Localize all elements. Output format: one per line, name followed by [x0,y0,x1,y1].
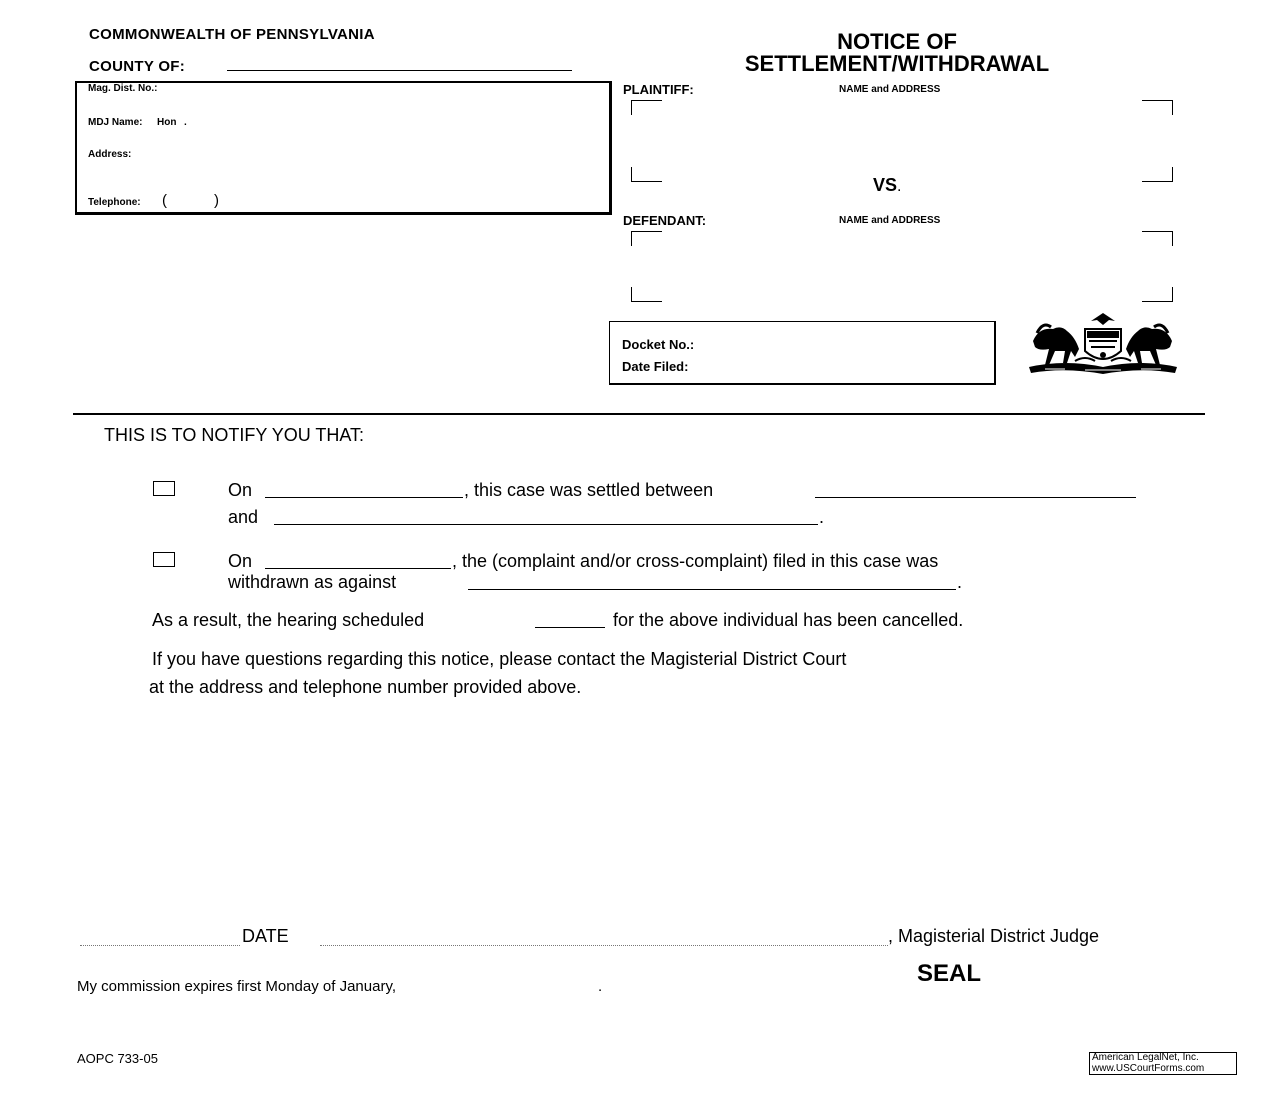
settled-mid-text: , this case was settled between [464,480,714,500]
settled-date-field[interactable] [265,497,463,498]
date-filed-label: Date Filed: [622,359,689,374]
withdrawn-date-field[interactable] [265,568,451,569]
hearing-date-field[interactable] [535,627,605,628]
judge-signature-field[interactable] [320,945,888,946]
form-title [690,31,1104,75]
commission-end-period: . [598,978,603,995]
questions-line-1: If you have questions regarding this notice, please contact the Magisterial District Court [152,649,847,669]
defendant-name-address-field[interactable] [650,240,1130,290]
withdrawn-mid-text: , the (complaint and/or cross-complaint) filed in this case was [452,551,939,571]
pennsylvania-coat-of-arms-icon [1025,311,1180,377]
plaintiff-name-address-field[interactable] [650,108,1130,168]
settled-end-period: . [819,507,825,527]
versus-letters: VS [873,175,898,195]
withdrawn-against-text: withdrawn as against [228,572,397,592]
plaintiff-bracket-bottom-left [631,167,662,182]
signature-date-field[interactable] [80,945,240,946]
county-field[interactable] [227,70,572,71]
versus-text [873,175,901,196]
docket-number-label: Docket No.: [622,337,695,352]
mdj-name-dot: . [184,117,187,128]
withdrawn-end-period: . [957,572,963,592]
mag-dist-label: Mag. Dist. No.: [88,83,158,94]
settled-on-text: On [228,480,253,500]
mdj-name-value: Hon [157,117,177,128]
settled-and-text: and [228,507,259,527]
plaintiff-bracket-bottom-right [1142,167,1173,182]
versus-dot: . [897,178,902,195]
result-text-start: As a result, the hearing scheduled [152,610,425,630]
settled-checkbox[interactable] [153,481,175,496]
defendant-label: DEFENDANT: [623,213,707,228]
result-text-end: for the above individual has been cancelled. [613,610,964,630]
plaintiff-bracket-top-right [1142,100,1173,115]
notice-intro: THIS IS TO NOTIFY YOU THAT: [104,425,365,445]
publisher-name: American LegalNet, Inc. [1092,1052,1199,1063]
seal-label: SEAL [917,960,982,987]
telephone-label: Telephone: [88,197,141,208]
defendant-name-hint: NAME and ADDRESS [839,215,941,226]
withdrawn-checkbox[interactable] [153,552,175,567]
title-line-2: SETTLEMENT/WITHDRAWAL [744,51,1050,76]
form-number: AOPC 733-05 [77,1051,158,1066]
publisher-box [1089,1052,1237,1075]
defendant-bracket-top-right [1142,231,1173,246]
date-label: DATE [242,926,289,946]
area-code-open-paren: ( [162,192,167,209]
settled-party-one-field[interactable] [815,497,1136,498]
court-info-box [75,81,612,215]
area-code-close-paren: ) [214,192,219,209]
plaintiff-name-hint: NAME and ADDRESS [839,84,941,95]
questions-line-2: at the address and telephone number provided above. [149,677,582,697]
publisher-url: www.USCourtForms.com [1092,1062,1205,1074]
judge-title: , Magisterial District Judge [888,926,1100,946]
settled-party-two-field[interactable] [274,524,818,525]
commission-text: My commission expires first Monday of January, [77,978,396,995]
state-heading: COMMONWEALTH OF PENNSYLVANIA [89,26,375,43]
docket-box [609,321,996,385]
defendant-bracket-bottom-right [1142,287,1173,302]
title-line-1: NOTICE OF [837,29,957,54]
mdj-name-label: MDJ Name: [88,117,143,128]
withdrawn-on-text: On [228,551,253,571]
withdrawn-party-field[interactable] [468,589,956,590]
plaintiff-label: PLAINTIFF: [623,82,694,97]
address-label: Address: [88,149,132,160]
section-divider [73,413,1205,415]
county-label: COUNTY OF: [89,58,186,75]
